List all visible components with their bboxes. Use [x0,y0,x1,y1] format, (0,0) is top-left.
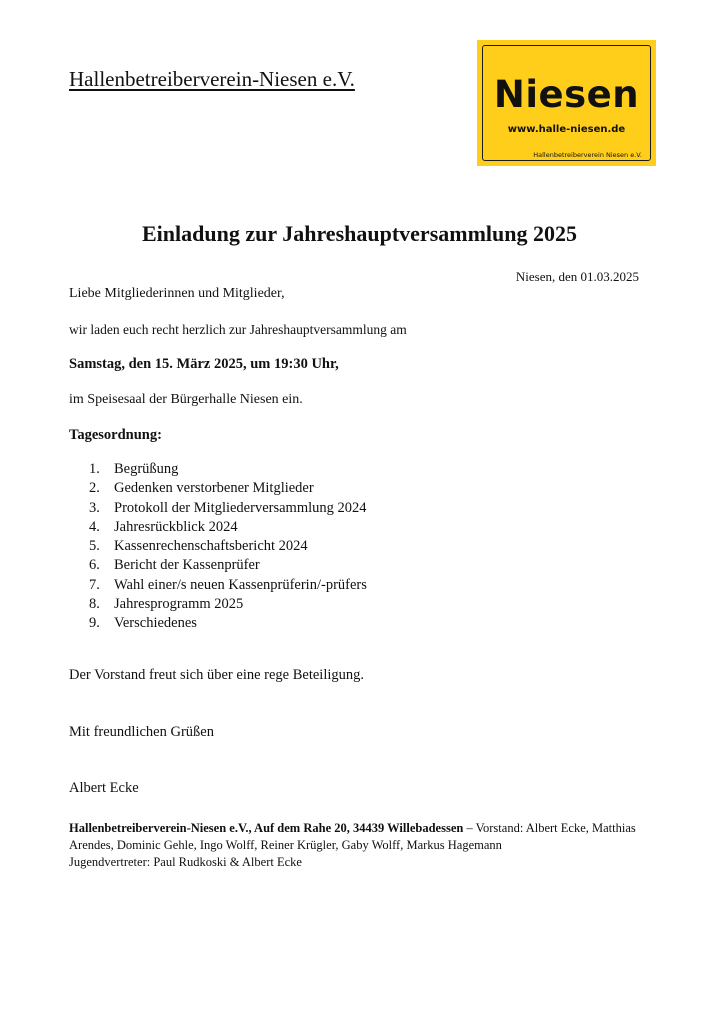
agenda-item [69,614,367,633]
greeting: Mit freundlichen Grüßen [69,724,214,740]
agenda-item-number: 9. [89,615,100,632]
footer [69,820,649,871]
agenda-item-text: Bericht der Kassenprüfer [114,557,260,574]
agenda-item-number: 1. [89,461,100,477]
document-title: Einladung zur Jahreshauptversammlung 2025 [142,221,577,246]
agenda-item-number: 8. [89,596,100,613]
niesen-logo [477,40,656,166]
footer-address: Hallenbetreiberverein-Niesen e.V., Auf dem Rahe 20, 34439 Willebadessen [69,821,464,835]
agenda-heading: Tagesordnung: [69,427,162,443]
agenda-item-number: 4. [89,518,100,535]
agenda-item [69,518,367,537]
signature-name: Albert Ecke [69,780,139,796]
agenda-item-text: Begrüßung [114,461,179,477]
agenda-item-text: Jahresrückblick 2024 [114,518,238,535]
logo-url: www.halle-niesen.de [507,124,626,135]
agenda-item-text: Protokoll der Mitgliederversammlung 2024 [114,499,367,516]
closing-sentence: Der Vorstand freut sich über eine rege Beteiligung. [69,667,365,683]
agenda-item [69,537,367,556]
agenda-item-text: Wahl einer/s neuen Kassenprüferin/-prüfers [114,576,367,593]
agenda-item-number: 7. [89,576,100,593]
meeting-location: im Speisesaal der Bürgerhalle Niesen ein. [69,392,303,407]
agenda-item-text: Verschiedenes [114,615,197,632]
agenda-item-text: Kassenrechenschaftsbericht 2024 [114,538,308,555]
salutation: Liebe Mitgliederinnen und Mitglieder, [69,286,285,301]
agenda-item [69,460,367,479]
agenda-item [69,479,367,498]
agenda-item-number: 5. [89,538,100,555]
agenda-item-text: Gedenken verstorbener Mitglieder [114,480,314,497]
agenda-item-number: 2. [89,480,100,497]
date-line: Niesen, den 01.03.2025 [515,269,639,284]
agenda-item [69,499,367,518]
agenda-item-number: 6. [89,557,100,574]
agenda-item [69,556,367,575]
footer-board: – Vorstand: Albert Ecke, Matthias Arendes, Dominic Gehle, Ingo Wolff, Reiner Krügler, Gaby Wolff, Markus Hagemann [69,821,636,852]
meeting-date: Samstag, den 15. März 2025, um 19:30 Uhr, [69,356,339,372]
logo-club-name: Hallenbetreiberverein Niesen e.V. [533,151,642,159]
agenda-item [69,595,367,614]
agenda-item [69,576,367,595]
agenda-item-text: Jahresprogramm 2025 [114,596,244,613]
intro-text: wir laden euch recht herzlich zur Jahreshauptversammlung am [69,322,407,337]
agenda-item-number: 3. [89,499,100,516]
logo-town-name: Niesen [493,73,640,116]
footer-youth: Jugendvertreter: Paul Rudkoski & Albert Ecke [69,855,302,869]
organization-heading: Hallenbetreiberverein-Niesen e.V. [69,67,355,91]
agenda-list [69,460,367,634]
